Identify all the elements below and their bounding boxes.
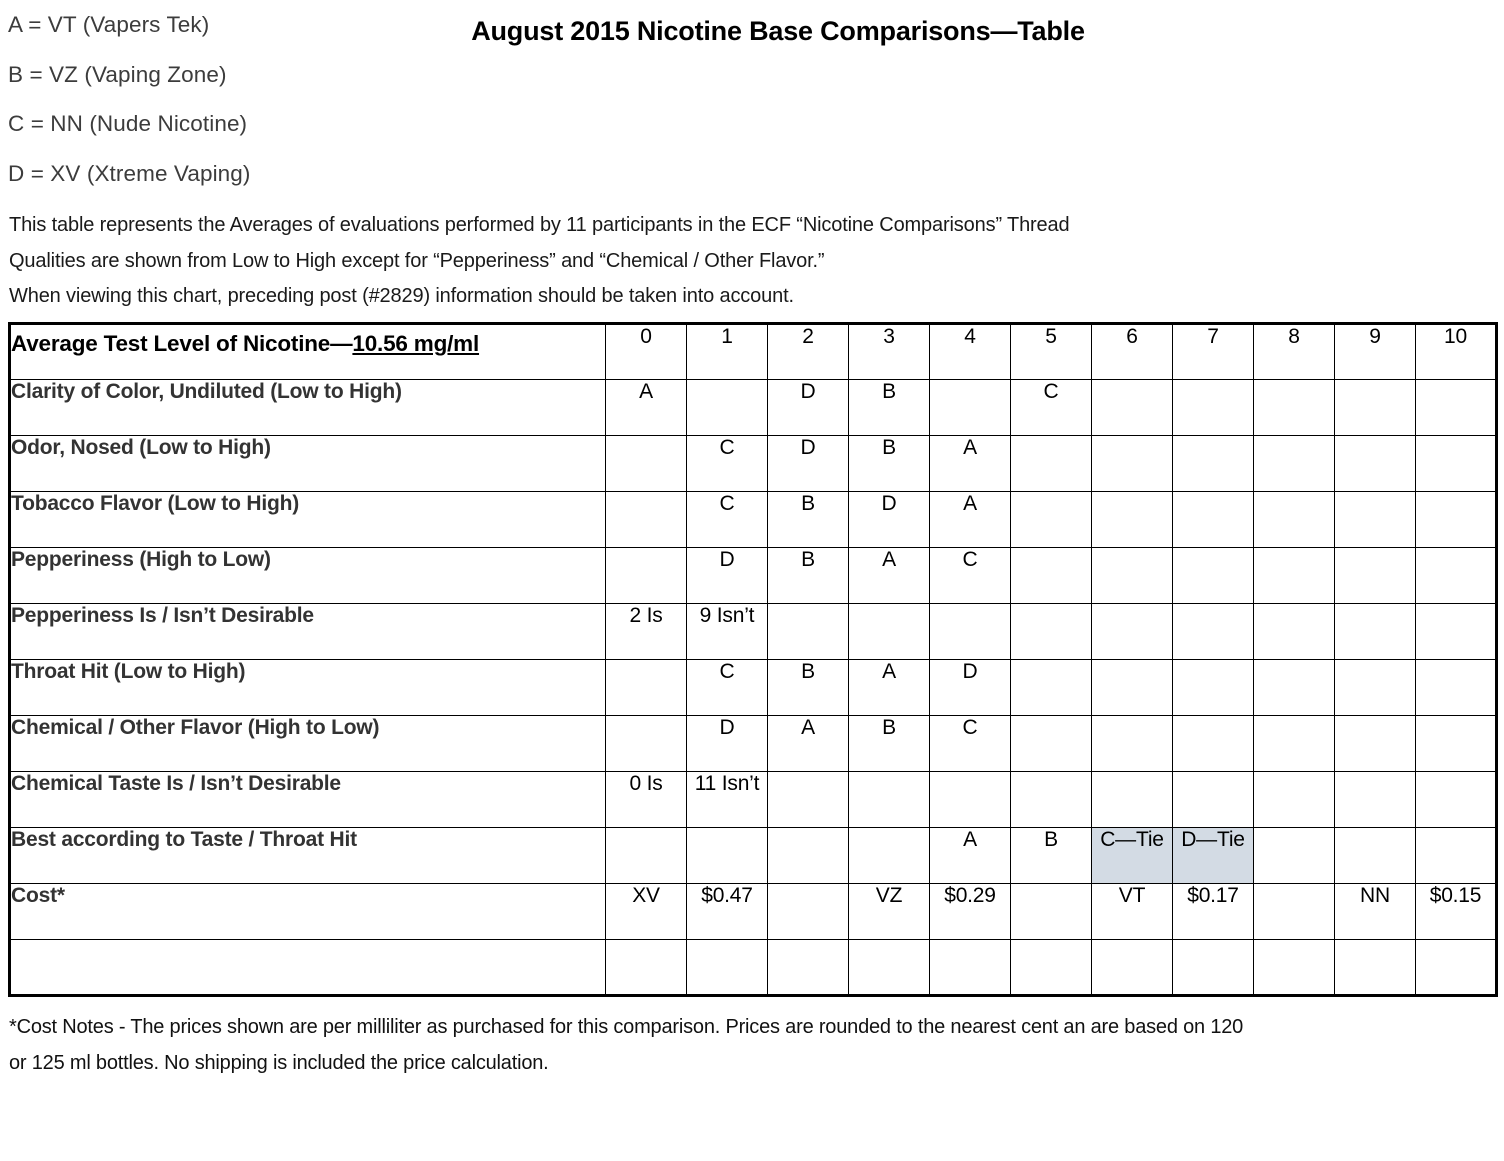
cell-r6-c6 bbox=[1092, 716, 1173, 772]
cell-r10-c3 bbox=[849, 940, 930, 996]
column-header-10: 10 bbox=[1416, 324, 1497, 380]
cell-r7-c5 bbox=[1011, 772, 1092, 828]
comparison-table bbox=[8, 322, 1498, 997]
table-row bbox=[10, 492, 1497, 548]
row-label bbox=[10, 940, 606, 996]
cell-r2-c6 bbox=[1092, 492, 1173, 548]
cell-r5-c5 bbox=[1011, 660, 1092, 716]
cell-r10-c7 bbox=[1173, 940, 1254, 996]
cell-r1-c2: D bbox=[768, 436, 849, 492]
cell-r3-c0 bbox=[606, 548, 687, 604]
row-label: Chemical / Other Flavor (High to Low) bbox=[10, 716, 606, 772]
cell-r9-c10: $0.15 bbox=[1416, 884, 1497, 940]
table-row bbox=[10, 436, 1497, 492]
column-header-5: 5 bbox=[1011, 324, 1092, 380]
table-row bbox=[10, 604, 1497, 660]
cell-r8-c6: C—Tie bbox=[1092, 828, 1173, 884]
cell-r2-c10 bbox=[1416, 492, 1497, 548]
cell-r1-c8 bbox=[1254, 436, 1335, 492]
cell-r3-c8 bbox=[1254, 548, 1335, 604]
cell-r4-c1: 9 Isn’t bbox=[687, 604, 768, 660]
cell-r0-c1 bbox=[687, 380, 768, 436]
intro-line-2: Qualities are shown from Low to High except for “Pepperiness” and “Chemical / Other Flavor.” bbox=[9, 250, 825, 272]
cell-r7-c1: 11 Isn’t bbox=[687, 772, 768, 828]
cell-r7-c9 bbox=[1335, 772, 1416, 828]
cell-r8-c10 bbox=[1416, 828, 1497, 884]
cell-r2-c0 bbox=[606, 492, 687, 548]
table-body bbox=[10, 324, 1497, 996]
column-header-2: 2 bbox=[768, 324, 849, 380]
cell-r9-c3: VZ bbox=[849, 884, 930, 940]
cell-r5-c8 bbox=[1254, 660, 1335, 716]
cell-r9-c0: XV bbox=[606, 884, 687, 940]
table-row bbox=[10, 940, 1497, 996]
legend-item-b: B = VZ (Vaping Zone) bbox=[8, 61, 227, 87]
row-label: Tobacco Flavor (Low to High) bbox=[10, 492, 606, 548]
table-row bbox=[10, 772, 1497, 828]
cell-r10-c8 bbox=[1254, 940, 1335, 996]
legend-item-a: A = VT (Vapers Tek) bbox=[8, 12, 210, 37]
cell-r0-c5: C bbox=[1011, 380, 1092, 436]
row-label: Pepperiness (High to Low) bbox=[10, 548, 606, 604]
cell-r8-c0 bbox=[606, 828, 687, 884]
cell-r2-c3: D bbox=[849, 492, 930, 548]
table-row bbox=[10, 884, 1497, 940]
cell-r10-c0 bbox=[606, 940, 687, 996]
cell-r2-c7 bbox=[1173, 492, 1254, 548]
cell-r3-c1: D bbox=[687, 548, 768, 604]
cell-r1-c9 bbox=[1335, 436, 1416, 492]
cell-r0-c0: A bbox=[606, 380, 687, 436]
column-header-0: 0 bbox=[606, 324, 687, 380]
table-row bbox=[10, 660, 1497, 716]
column-header-4: 4 bbox=[930, 324, 1011, 380]
cell-r6-c10 bbox=[1416, 716, 1497, 772]
header-label-text: Average Test Level of Nicotine— bbox=[11, 331, 353, 356]
cell-r10-c9 bbox=[1335, 940, 1416, 996]
cell-r3-c9 bbox=[1335, 548, 1416, 604]
cell-r3-c7 bbox=[1173, 548, 1254, 604]
cell-r8-c2 bbox=[768, 828, 849, 884]
cell-r3-c2: B bbox=[768, 548, 849, 604]
cell-r1-c1: C bbox=[687, 436, 768, 492]
cell-r0-c4 bbox=[930, 380, 1011, 436]
row-label: Pepperiness Is / Isn’t Desirable bbox=[10, 604, 606, 660]
cell-r9-c6: VT bbox=[1092, 884, 1173, 940]
cell-r3-c6 bbox=[1092, 548, 1173, 604]
intro-line-1: This table represents the Averages of evaluations performed by 11 participants in the ECF “Nicotine Comparisons” Thread bbox=[9, 214, 1070, 236]
cell-r7-c2 bbox=[768, 772, 849, 828]
cell-r4-c9 bbox=[1335, 604, 1416, 660]
cell-r0-c9 bbox=[1335, 380, 1416, 436]
intro-line-3: When viewing this chart, preceding post (#2829) information should be taken into account. bbox=[9, 285, 794, 307]
cell-r1-c6 bbox=[1092, 436, 1173, 492]
row-label: Best according to Taste / Throat Hit bbox=[10, 828, 606, 884]
column-header-8: 8 bbox=[1254, 324, 1335, 380]
cell-r5-c4: D bbox=[930, 660, 1011, 716]
cell-r2-c9 bbox=[1335, 492, 1416, 548]
cell-r5-c10 bbox=[1416, 660, 1497, 716]
cell-r6-c0 bbox=[606, 716, 687, 772]
cell-r3-c3: A bbox=[849, 548, 930, 604]
cell-r5-c6 bbox=[1092, 660, 1173, 716]
cell-r10-c1 bbox=[687, 940, 768, 996]
table-row bbox=[10, 548, 1497, 604]
cell-r6-c8 bbox=[1254, 716, 1335, 772]
table-header-row bbox=[10, 324, 1497, 380]
row-label: Clarity of Color, Undiluted (Low to High) bbox=[10, 380, 606, 436]
cell-r4-c8 bbox=[1254, 604, 1335, 660]
cell-r6-c4: C bbox=[930, 716, 1011, 772]
cell-r2-c5 bbox=[1011, 492, 1092, 548]
cell-r5-c7 bbox=[1173, 660, 1254, 716]
cell-r0-c10 bbox=[1416, 380, 1497, 436]
legend-item-d: D = XV (Xtreme Vaping) bbox=[8, 160, 251, 186]
cell-r4-c10 bbox=[1416, 604, 1497, 660]
cell-r4-c4 bbox=[930, 604, 1011, 660]
cell-r2-c1: C bbox=[687, 492, 768, 548]
cell-r1-c0 bbox=[606, 436, 687, 492]
cell-r9-c2 bbox=[768, 884, 849, 940]
column-header-1: 1 bbox=[687, 324, 768, 380]
cell-r6-c2: A bbox=[768, 716, 849, 772]
cell-r9-c7: $0.17 bbox=[1173, 884, 1254, 940]
cell-r1-c10 bbox=[1416, 436, 1497, 492]
cell-r7-c6 bbox=[1092, 772, 1173, 828]
cell-r4-c0: 2 Is bbox=[606, 604, 687, 660]
cell-r9-c9: NN bbox=[1335, 884, 1416, 940]
header-zone bbox=[0, 0, 1504, 215]
cell-r6-c3: B bbox=[849, 716, 930, 772]
cell-r6-c9 bbox=[1335, 716, 1416, 772]
cell-r0-c8 bbox=[1254, 380, 1335, 436]
cell-r1-c4: A bbox=[930, 436, 1011, 492]
intro-block bbox=[0, 215, 1504, 306]
comparison-table-wrap bbox=[0, 322, 1504, 997]
row-label: Cost* bbox=[10, 884, 606, 940]
cell-r8-c9 bbox=[1335, 828, 1416, 884]
column-header-6: 6 bbox=[1092, 324, 1173, 380]
header-label-underlined: 10.56 mg/ml bbox=[352, 331, 480, 356]
row-label: Chemical Taste Is / Isn’t Desirable bbox=[10, 772, 606, 828]
cell-r10-c6 bbox=[1092, 940, 1173, 996]
cell-r2-c4: A bbox=[930, 492, 1011, 548]
cell-r4-c5 bbox=[1011, 604, 1092, 660]
cell-r9-c1: $0.47 bbox=[687, 884, 768, 940]
cell-r5-c1: C bbox=[687, 660, 768, 716]
table-row bbox=[10, 380, 1497, 436]
footnote-line-1: *Cost Notes - The prices shown are per milliliter as purchased for this comparison. Prices are rounded to the nearest cent an are based on 120 bbox=[9, 1016, 1244, 1038]
cell-r8-c1 bbox=[687, 828, 768, 884]
cell-r2-c2: B bbox=[768, 492, 849, 548]
row-label: Throat Hit (Low to High) bbox=[10, 660, 606, 716]
cell-r7-c7 bbox=[1173, 772, 1254, 828]
cell-r0-c2: D bbox=[768, 380, 849, 436]
cell-r8-c7: D—Tie bbox=[1173, 828, 1254, 884]
column-header-9: 9 bbox=[1335, 324, 1416, 380]
cell-r2-c8 bbox=[1254, 492, 1335, 548]
column-header-3: 3 bbox=[849, 324, 930, 380]
cell-r1-c3: B bbox=[849, 436, 930, 492]
cell-r10-c10 bbox=[1416, 940, 1497, 996]
footnote-line-2: or 125 ml bottles. No shipping is included the price calculation. bbox=[9, 1052, 549, 1074]
cell-r4-c3 bbox=[849, 604, 930, 660]
cell-r8-c5: B bbox=[1011, 828, 1092, 884]
legend-item-c: C = NN (Nude Nicotine) bbox=[8, 111, 248, 136]
cell-r8-c3 bbox=[849, 828, 930, 884]
cell-r5-c3: A bbox=[849, 660, 930, 716]
cell-r10-c5 bbox=[1011, 940, 1092, 996]
cell-r3-c4: C bbox=[930, 548, 1011, 604]
table-row bbox=[10, 828, 1497, 884]
cell-r3-c10 bbox=[1416, 548, 1497, 604]
cell-r0-c7 bbox=[1173, 380, 1254, 436]
cell-r6-c7 bbox=[1173, 716, 1254, 772]
cell-r7-c10 bbox=[1416, 772, 1497, 828]
page-title: August 2015 Nicotine Base Comparisons—Table bbox=[471, 16, 1085, 46]
cell-r9-c4: $0.29 bbox=[930, 884, 1011, 940]
cell-r10-c4 bbox=[930, 940, 1011, 996]
cell-r10-c2 bbox=[768, 940, 849, 996]
cell-r7-c3 bbox=[849, 772, 930, 828]
cell-r6-c5 bbox=[1011, 716, 1092, 772]
cell-r5-c9 bbox=[1335, 660, 1416, 716]
cell-r8-c4: A bbox=[930, 828, 1011, 884]
cell-r4-c2 bbox=[768, 604, 849, 660]
cell-r0-c3: B bbox=[849, 380, 930, 436]
cell-r4-c6 bbox=[1092, 604, 1173, 660]
cell-r3-c5 bbox=[1011, 548, 1092, 604]
cell-r1-c5 bbox=[1011, 436, 1092, 492]
footnote-block bbox=[0, 997, 1504, 1073]
cell-r9-c8 bbox=[1254, 884, 1335, 940]
cell-r7-c0: 0 Is bbox=[606, 772, 687, 828]
table-row bbox=[10, 716, 1497, 772]
cell-r9-c5 bbox=[1011, 884, 1092, 940]
cell-r4-c7 bbox=[1173, 604, 1254, 660]
cell-r1-c7 bbox=[1173, 436, 1254, 492]
row-label: Odor, Nosed (Low to High) bbox=[10, 436, 606, 492]
table-header-label bbox=[10, 324, 606, 380]
cell-r7-c8 bbox=[1254, 772, 1335, 828]
cell-r6-c1: D bbox=[687, 716, 768, 772]
cell-r0-c6 bbox=[1092, 380, 1173, 436]
cell-r7-c4 bbox=[930, 772, 1011, 828]
cell-r5-c0 bbox=[606, 660, 687, 716]
cell-r5-c2: B bbox=[768, 660, 849, 716]
column-header-7: 7 bbox=[1173, 324, 1254, 380]
cell-r8-c8 bbox=[1254, 828, 1335, 884]
